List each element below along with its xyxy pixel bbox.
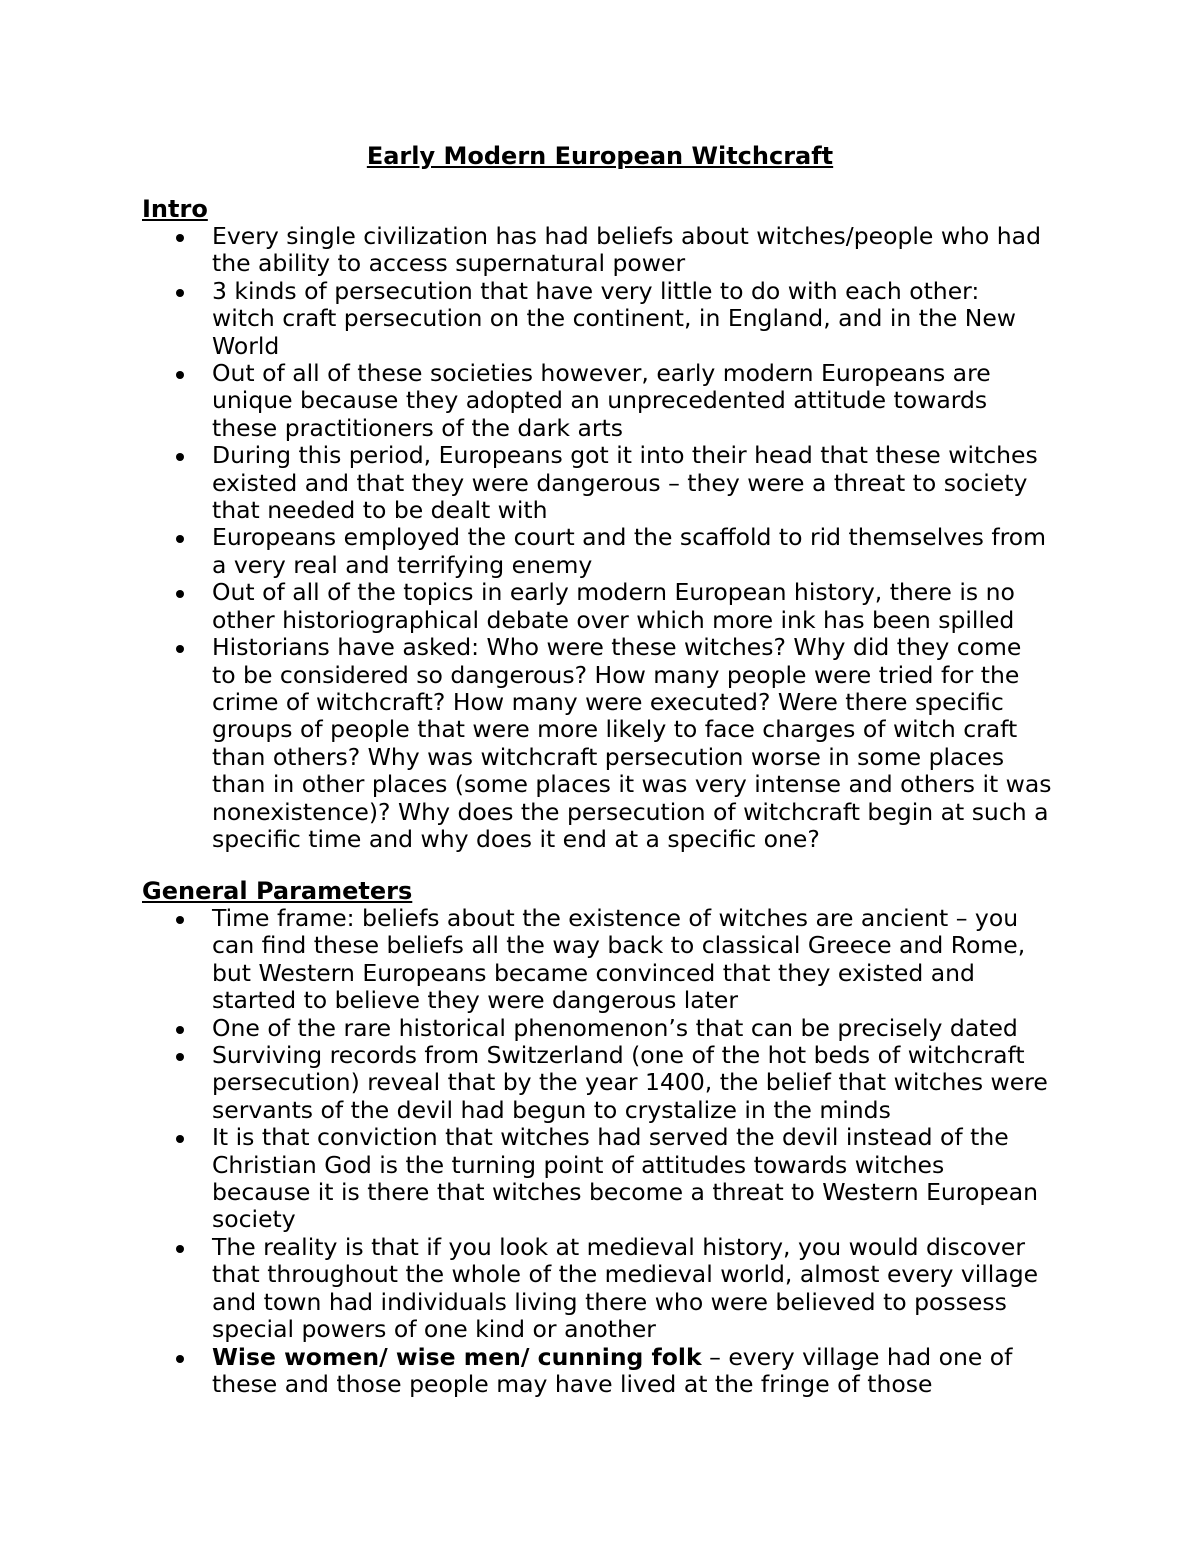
bullet-text-line: Surviving records from Switzerland (one of the hot beds of witchcraft xyxy=(212,1041,1025,1070)
bullet-dot-icon xyxy=(176,1245,184,1253)
bullet-text-line: Historians have asked: Who were these witches? Why did they come xyxy=(212,633,1022,662)
bullet-list-intro xyxy=(142,223,1082,853)
bullet-item xyxy=(142,1124,1082,1234)
bullet-list-general-parameters xyxy=(142,905,1082,1398)
bullet-text-line: crime of witchcraft? How many were executed? Were there specific xyxy=(212,687,1004,716)
bullet-item xyxy=(142,1042,1082,1124)
bullet-text-rest: – every village had one of xyxy=(701,1342,1013,1371)
bullet-text-line: It is that conviction that witches had served the devil instead of the xyxy=(212,1123,1009,1152)
bullet-text-line: that throughout the whole of the medieval world, almost every village xyxy=(212,1260,1039,1289)
bullet-text-line: existed and that they were dangerous – they were a threat to society xyxy=(212,468,1028,497)
bullet-text-line: One of the rare historical phenomenon’s that can be precisely dated xyxy=(212,1013,1018,1042)
bullet-text-line: Out of all of these societies however, early modern Europeans are xyxy=(212,359,991,388)
bullet-text-line: because it is there that witches become a threat to Western European xyxy=(212,1178,1038,1207)
bullet-dot-icon xyxy=(176,1355,184,1363)
bullet-text-line: servants of the devil had begun to crystalize in the minds xyxy=(212,1095,891,1124)
bullet-text-line: unique because they adopted an unprecedented attitude towards xyxy=(212,386,988,415)
bullet-text-line: these practitioners of the dark arts xyxy=(212,413,623,442)
bullet-text-line: During this period, Europeans got it into their head that these witches xyxy=(212,441,1038,470)
bullet-text-line: started to believe they were dangerous later xyxy=(212,986,739,1015)
bullet-bold-lead: Wise women/ wise men/ cunning folk xyxy=(212,1342,702,1371)
bullet-text-line: than in other places (some places it was very intense and others it was xyxy=(212,770,1052,799)
bullet-text-line: specific time and why does it end at a specific one? xyxy=(212,824,820,853)
bullet-text-line: but Western Europeans became convinced that they existed and xyxy=(212,958,975,987)
bullet-item xyxy=(142,524,1082,579)
bullet-text-line: World xyxy=(212,331,280,360)
bullet-item xyxy=(142,905,1082,1015)
document-title: Early Modern European Witchcraft xyxy=(366,142,834,170)
bullet-dot-icon xyxy=(176,289,184,297)
bullet-dot-icon xyxy=(176,234,184,242)
bullet-text-line: society xyxy=(212,1205,296,1234)
bullet-text-line: The reality is that if you look at medieval history, you would discover xyxy=(212,1232,1026,1261)
bullet-text-line xyxy=(212,1344,1082,1371)
bullet-text-line: witch craft persecution on the continent, in England, and in the New xyxy=(212,304,1017,333)
section-intro xyxy=(142,196,1082,853)
bullet-dot-icon xyxy=(176,453,184,461)
bullet-text-line: the ability to access supernatural power xyxy=(212,249,686,278)
bullet-item xyxy=(142,1344,1082,1399)
bullet-item xyxy=(142,579,1082,634)
bullet-text-line: a very real and terrifying enemy xyxy=(212,550,593,579)
bullet-text-line: nonexistence)? Why does the persecution of witchcraft begin at such a xyxy=(212,797,1049,826)
section-general-parameters xyxy=(142,878,1082,1398)
bullet-text-line: 3 kinds of persecution that have very little to do with each other: xyxy=(212,276,980,305)
bullet-text-line: that needed to be dealt with xyxy=(212,496,548,525)
bullet-text-line: Every single civilization has had beliefs about witches/people who had xyxy=(212,222,1041,250)
bullet-text-line: than others? Why was witchcraft persecution worse in some places xyxy=(212,742,1005,771)
bullet-dot-icon xyxy=(176,645,184,653)
bullet-dot-icon xyxy=(176,371,184,379)
section-heading-intro: Intro xyxy=(142,195,208,223)
bullet-dot-icon xyxy=(176,1053,184,1061)
bullet-text-line: to be considered so dangerous? How many people were tried for the xyxy=(212,660,1020,689)
bullet-dot-icon xyxy=(176,535,184,543)
bullet-item xyxy=(142,442,1082,524)
bullet-dot-icon xyxy=(176,916,184,924)
bullet-text-line: persecution) reveal that by the year 1400, the belief that witches were xyxy=(212,1068,1048,1097)
section-heading-general-parameters: General Parameters xyxy=(142,877,413,905)
bullet-item xyxy=(142,1015,1082,1042)
bullet-text-line: Christian God is the turning point of attitudes towards witches xyxy=(212,1150,945,1179)
bullet-text-line: other historiographical debate over which more ink has been spilled xyxy=(212,605,1015,634)
bullet-text-line: and town had individuals living there who were believed to possess xyxy=(212,1287,1007,1316)
bullet-text-line: groups of people that were more likely to face charges of witch craft xyxy=(212,715,1018,744)
bullet-dot-icon xyxy=(176,1135,184,1143)
bullet-item xyxy=(142,360,1082,442)
bullet-dot-icon xyxy=(176,1026,184,1034)
bullet-item xyxy=(142,278,1082,360)
bullet-text-line: special powers of one kind or another xyxy=(212,1315,656,1344)
bullet-item xyxy=(142,1234,1082,1344)
bullet-text-line: these and those people may have lived at the fringe of those xyxy=(212,1369,933,1398)
bullet-item xyxy=(142,634,1082,853)
bullet-text-line: Out of all of the topics in early modern European history, there is no xyxy=(212,578,1015,607)
bullet-item xyxy=(142,223,1082,278)
bullet-text-line: Europeans employed the court and the scaffold to rid themselves from xyxy=(212,523,1047,552)
bullet-text-line: can find these beliefs all the way back to classical Greece and Rome, xyxy=(212,931,1026,960)
bullet-text-line: Time frame: beliefs about the existence of witches are ancient – you xyxy=(212,904,1019,932)
bullet-dot-icon xyxy=(176,590,184,598)
